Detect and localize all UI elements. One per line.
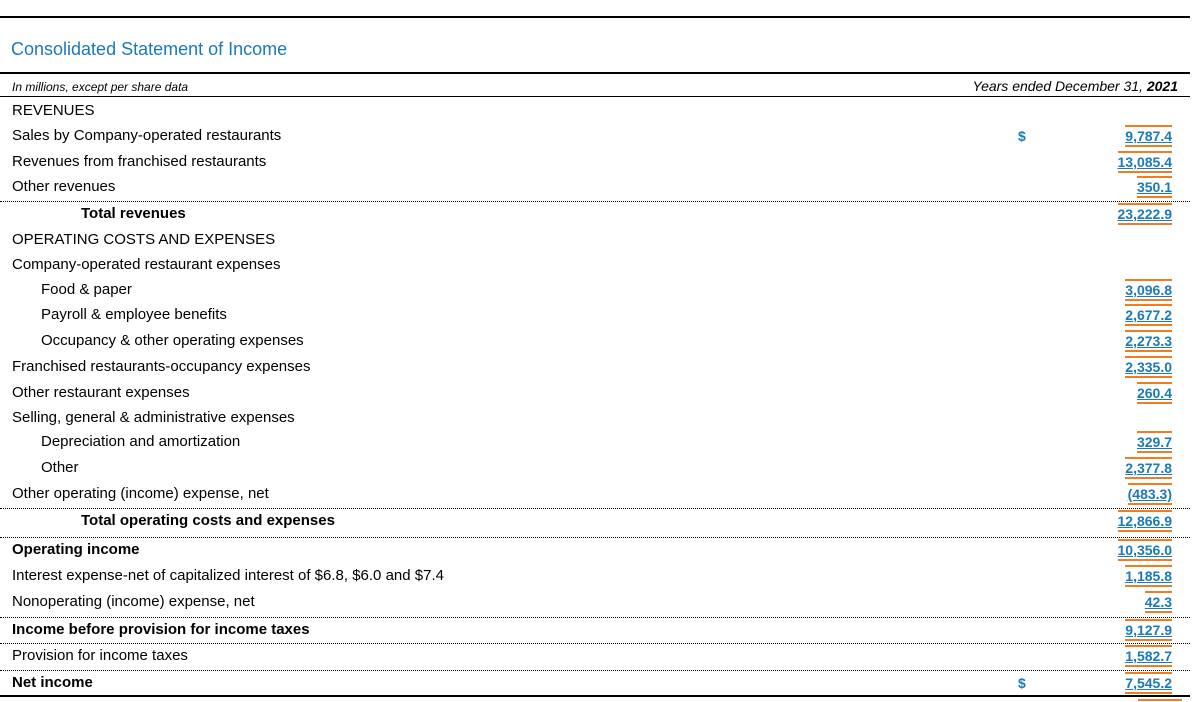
row-label: Company-operated restaurant expenses xyxy=(12,256,281,273)
amount-link[interactable]: 3,096.8 xyxy=(1125,279,1172,301)
table-row xyxy=(0,456,1190,481)
row-label: Total operating costs and expenses xyxy=(81,512,335,529)
table-row xyxy=(0,406,1190,431)
row-label: REVENUES xyxy=(12,102,95,119)
row-label: Income before provision for income taxes xyxy=(12,621,310,638)
period-year: 2021 xyxy=(1146,78,1178,94)
table-row xyxy=(0,508,1190,534)
table-row xyxy=(0,278,1190,303)
table-row xyxy=(0,430,1190,455)
row-label: Interest expense-net of capitalized interest of $6.8, $6.0 and $7.4 xyxy=(12,567,444,584)
statement-title: Consolidated Statement of Income xyxy=(11,39,288,59)
row-label: Depreciation and amortization xyxy=(41,433,241,450)
table-row xyxy=(0,355,1190,380)
bottom-rule xyxy=(0,695,1190,697)
amount-link[interactable]: 2,273.3 xyxy=(1125,330,1172,352)
table-row xyxy=(0,482,1190,507)
amount-link[interactable]: 1,185.8 xyxy=(1125,565,1172,587)
table-row xyxy=(0,643,1190,669)
amount-link[interactable]: 350.1 xyxy=(1137,176,1172,198)
highlight-mark xyxy=(1138,699,1182,701)
row-label: Total revenues xyxy=(81,205,186,222)
amount-link[interactable]: 2,377.8 xyxy=(1125,457,1172,479)
table-row xyxy=(0,564,1190,589)
amount-link[interactable]: 7,545.2 xyxy=(1125,672,1172,694)
header-rule xyxy=(0,72,1190,74)
table-row xyxy=(0,303,1190,328)
amount-link[interactable]: 10,356.0 xyxy=(1118,539,1173,561)
row-label: OPERATING COSTS AND EXPENSES xyxy=(12,231,276,248)
units-note: In millions, except per share data xyxy=(12,80,189,94)
subheader-rule xyxy=(0,96,1190,97)
table-row xyxy=(0,99,1190,124)
table-row xyxy=(0,253,1190,278)
table-row xyxy=(0,329,1190,354)
period-prefix: Years ended December 31, xyxy=(972,78,1147,94)
row-label: Revenues from franchised restaurants xyxy=(12,153,267,170)
table-row xyxy=(0,175,1190,200)
row-label: Provision for income taxes xyxy=(12,647,188,664)
amount-link[interactable]: 9,787.4 xyxy=(1125,125,1172,147)
row-label: Other operating (income) expense, net xyxy=(12,485,269,502)
amount-link[interactable]: 13,085.4 xyxy=(1118,151,1173,173)
currency-symbol: $ xyxy=(1018,128,1026,144)
top-rule xyxy=(0,16,1190,18)
table-row xyxy=(0,150,1190,175)
row-label: Other revenues xyxy=(12,178,116,195)
table-row xyxy=(0,670,1190,696)
amount-link[interactable]: 1,582.7 xyxy=(1125,645,1172,667)
amount-link[interactable]: (483.3) xyxy=(1128,483,1172,505)
row-label: Sales by Company-operated restaurants xyxy=(12,127,282,144)
currency-symbol: $ xyxy=(1018,675,1026,691)
row-label: Occupancy & other operating expenses xyxy=(41,332,304,349)
amount-link[interactable]: 2,677.2 xyxy=(1125,304,1172,326)
row-label: Franchised restaurants-occupancy expenses xyxy=(12,358,311,375)
table-row xyxy=(0,537,1190,563)
table-row xyxy=(0,590,1190,615)
row-label: Selling, general & administrative expenses xyxy=(12,409,295,426)
amount-link[interactable]: 42.3 xyxy=(1145,591,1172,613)
amount-link[interactable]: 329.7 xyxy=(1137,431,1172,453)
table-row xyxy=(0,201,1190,227)
table-row xyxy=(0,381,1190,406)
table-row xyxy=(0,617,1190,643)
row-label: Nonoperating (income) expense, net xyxy=(12,593,255,610)
amount-link[interactable]: 12,866.9 xyxy=(1118,510,1173,532)
amount-link[interactable]: 2,335.0 xyxy=(1125,356,1172,378)
row-label: Operating income xyxy=(12,541,140,558)
row-label: Food & paper xyxy=(41,281,132,298)
period-header xyxy=(973,78,1179,94)
table-row xyxy=(0,228,1190,253)
amount-link[interactable]: 9,127.9 xyxy=(1125,619,1172,641)
amount-link[interactable]: 23,222.9 xyxy=(1118,203,1173,225)
row-label: Net income xyxy=(12,674,93,691)
row-label: Other xyxy=(41,459,79,476)
amount-link[interactable]: 260.4 xyxy=(1137,382,1172,404)
table-row xyxy=(0,124,1190,149)
row-label: Other restaurant expenses xyxy=(12,384,190,401)
row-label: Payroll & employee benefits xyxy=(41,306,227,323)
